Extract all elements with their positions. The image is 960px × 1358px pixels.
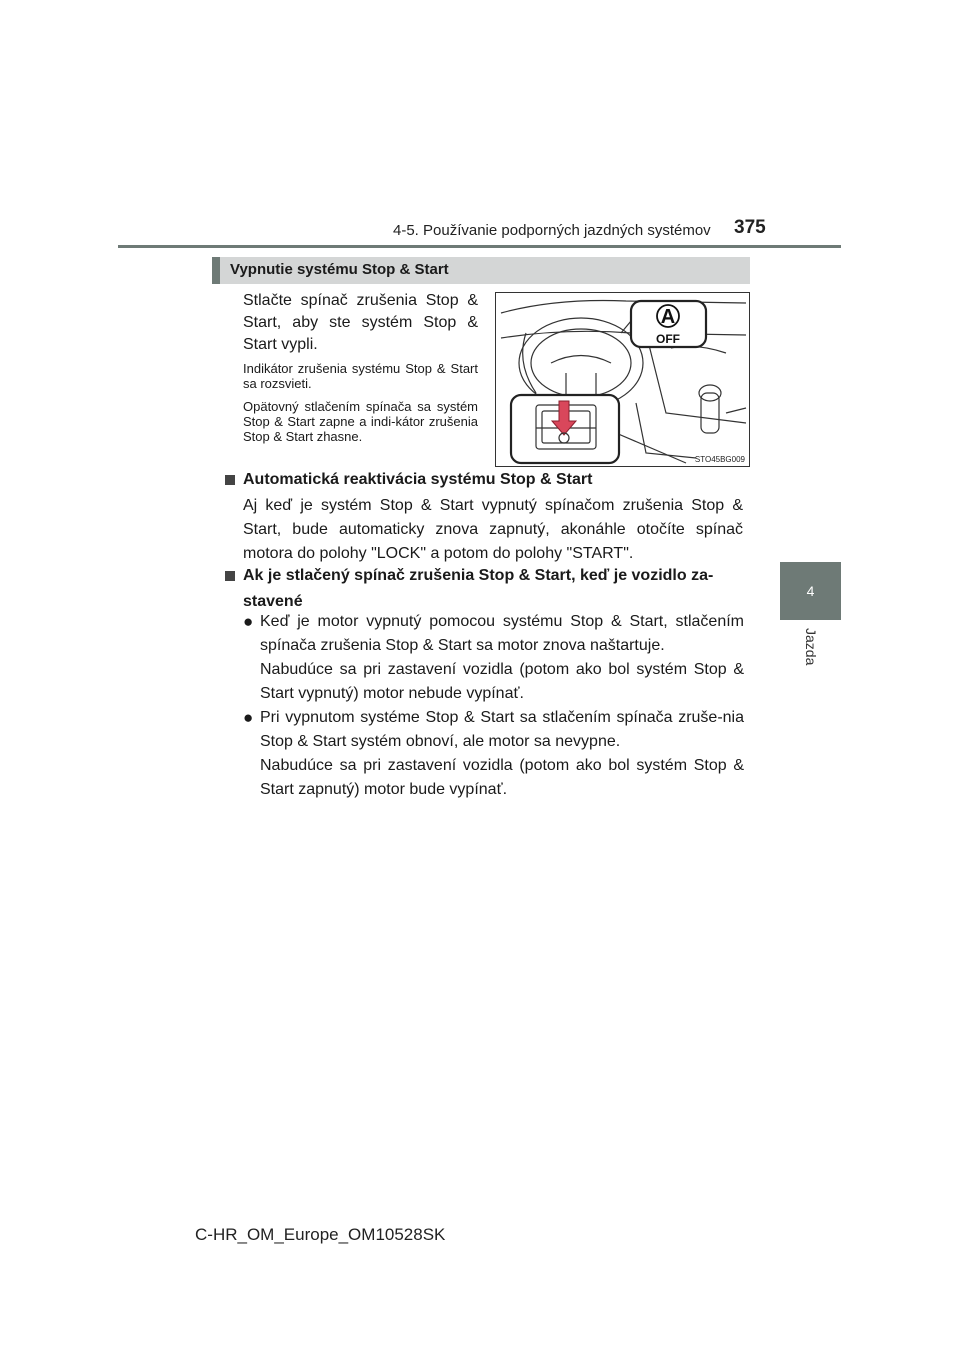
header-divider: [118, 245, 841, 248]
subheading-switch-when-stopped: Ak je stlačený spínač zrušenia Stop & Start, keď je vozidlo za-stavené: [243, 567, 714, 610]
section-heading-bar: [212, 257, 750, 284]
header-section-title: 4-5. Používanie podporných jazdných systémov: [393, 222, 711, 239]
dashboard-drawing: [496, 293, 749, 466]
bullet-text-engine-off-next: Nabudúce sa pri zastavení vozidla (potom ako bol systém Stop & Start vypnutý) motor nebude vypínať.: [260, 661, 744, 702]
indicator-off-text: OFF: [656, 332, 680, 346]
page-number: 375: [734, 217, 766, 238]
auto-reactivation-text: Aj keď je systém Stop & Start vypnutý spínačom zrušenia Stop & Start, bude automaticky znova zapnutý, akonáhle otočíte spínač motora do polohy "LOCK" a potom do polohy "START".: [243, 497, 743, 562]
subheading-auto-reactivation: Automatická reaktivácia systému Stop & Start: [243, 471, 593, 488]
section-heading: Vypnutie systému Stop & Start: [230, 261, 449, 278]
bullet-text-system-off-next: Nabudúce sa pri zastavení vozidla (potom ako bol systém Stop & Start zapnutý) motor bude vypínať.: [260, 757, 744, 798]
figure-code: STO45BG009: [694, 455, 745, 464]
chapter-tab: 4: [780, 562, 841, 620]
round-bullet-icon: ●: [243, 708, 254, 727]
footer-document-id: C-HR_OM_Europe_OM10528SK: [195, 1225, 446, 1244]
bullet-text-engine-off: Keď je motor vypnutý pomocou systému Stop & Start, stlačením spínača zrušenia Stop & Start sa motor znova naštartuje.: [260, 613, 744, 654]
chapter-label: Jazda: [803, 628, 819, 666]
square-bullet-icon: [225, 475, 235, 485]
note-switch-again: Opätovný stlačením spínača sa systém Stop & Start zapne a indi-kátor zrušenia Stop & Start zhasne.: [243, 399, 478, 444]
intro-paragraph: Stlačte spínač zrušenia Stop & Start, aby ste systém Stop & Start vypli.: [243, 292, 478, 353]
dashboard-illustration: [495, 292, 750, 467]
note-indicator-on: Indikátor zrušenia systému Stop & Start sa rozsvieti.: [243, 361, 478, 391]
round-bullet-icon: ●: [243, 612, 254, 631]
indicator-letter: A: [660, 306, 676, 328]
square-bullet-icon: [225, 571, 235, 581]
bullet-text-system-off: Pri vypnutom systéme Stop & Start sa stlačením spínača zruše-nia Stop & Start systém obnoví, ale motor sa nevypne.: [260, 709, 744, 750]
